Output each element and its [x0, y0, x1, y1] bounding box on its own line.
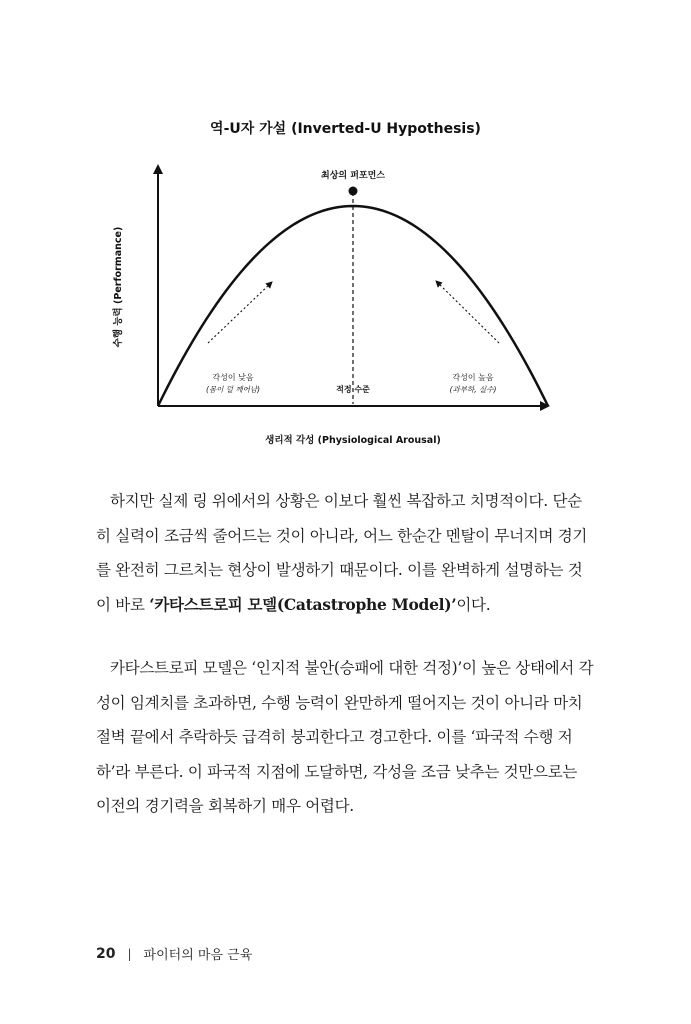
- inverted-u-chart: [0, 0, 691, 460]
- paragraph-1-text: 하지만 실제 링 위에서의 상황은 이보다 훨씬 복잡하고 치명적이다. 단순히 실력이 조금씩 줄어드는 것이 아니라, 어느 한순간 멘탈이 무너지며 경기를 완전히 그르치는 현상이 발생하기 때문이다. 이를 완벽하게 설명하는 것이 바로: [96, 492, 588, 614]
- low-arousal-label: 각성이 낮음: [212, 373, 254, 382]
- footer-separator: |: [127, 946, 132, 961]
- book-title: 파이터의 마음 근육: [143, 948, 253, 963]
- figure-title: 역-U자 가설 (Inverted-U Hypothesis): [210, 121, 481, 137]
- low-arousal-sublabel: (몸이 덜 깨어남): [205, 385, 261, 394]
- catastrophe-model-term: ‘카타스트로피 모델(Catastrophe Model)’: [149, 594, 457, 614]
- x-axis-label: 생리적 각성 (Physiological Arousal): [265, 435, 441, 446]
- optimal-level-label: 적정 수준: [336, 385, 370, 394]
- body-paragraph-2: 카타스트로피 모델은 ‘인지적 불안(승패에 대한 걱정)’이 높은 상태에서 각성이 임계치를 초과하면, 수행 능력이 완만하게 떨어지는 것이 아니라 마치 절벽 끝에서 추락하듯 급격히 붕괴한다고 경고한다. 이를 ‘파국적 수행 저하’라 부른다. 이 파국적 지점에 도달하면, 각성을 조금 낮추는 것만으로는 이전의 경기력을 회복하기 매우 어렵다.: [96, 659, 594, 815]
- peak-label: 최상의 퍼포먼스: [321, 171, 385, 181]
- paragraph-1-ending: 이다.: [456, 595, 491, 614]
- falling-arrow: [436, 281, 499, 343]
- high-arousal-sublabel: (과부하, 실수): [449, 385, 497, 394]
- high-arousal-label: 각성이 높음: [452, 373, 494, 382]
- y-axis-label: 수행 능력 (Performance): [113, 226, 124, 348]
- page-footer: [96, 944, 252, 963]
- page-number: 20: [96, 945, 116, 962]
- body-paragraph-1: [96, 484, 596, 622]
- peak-point: [349, 187, 358, 196]
- rising-arrow: [208, 282, 272, 343]
